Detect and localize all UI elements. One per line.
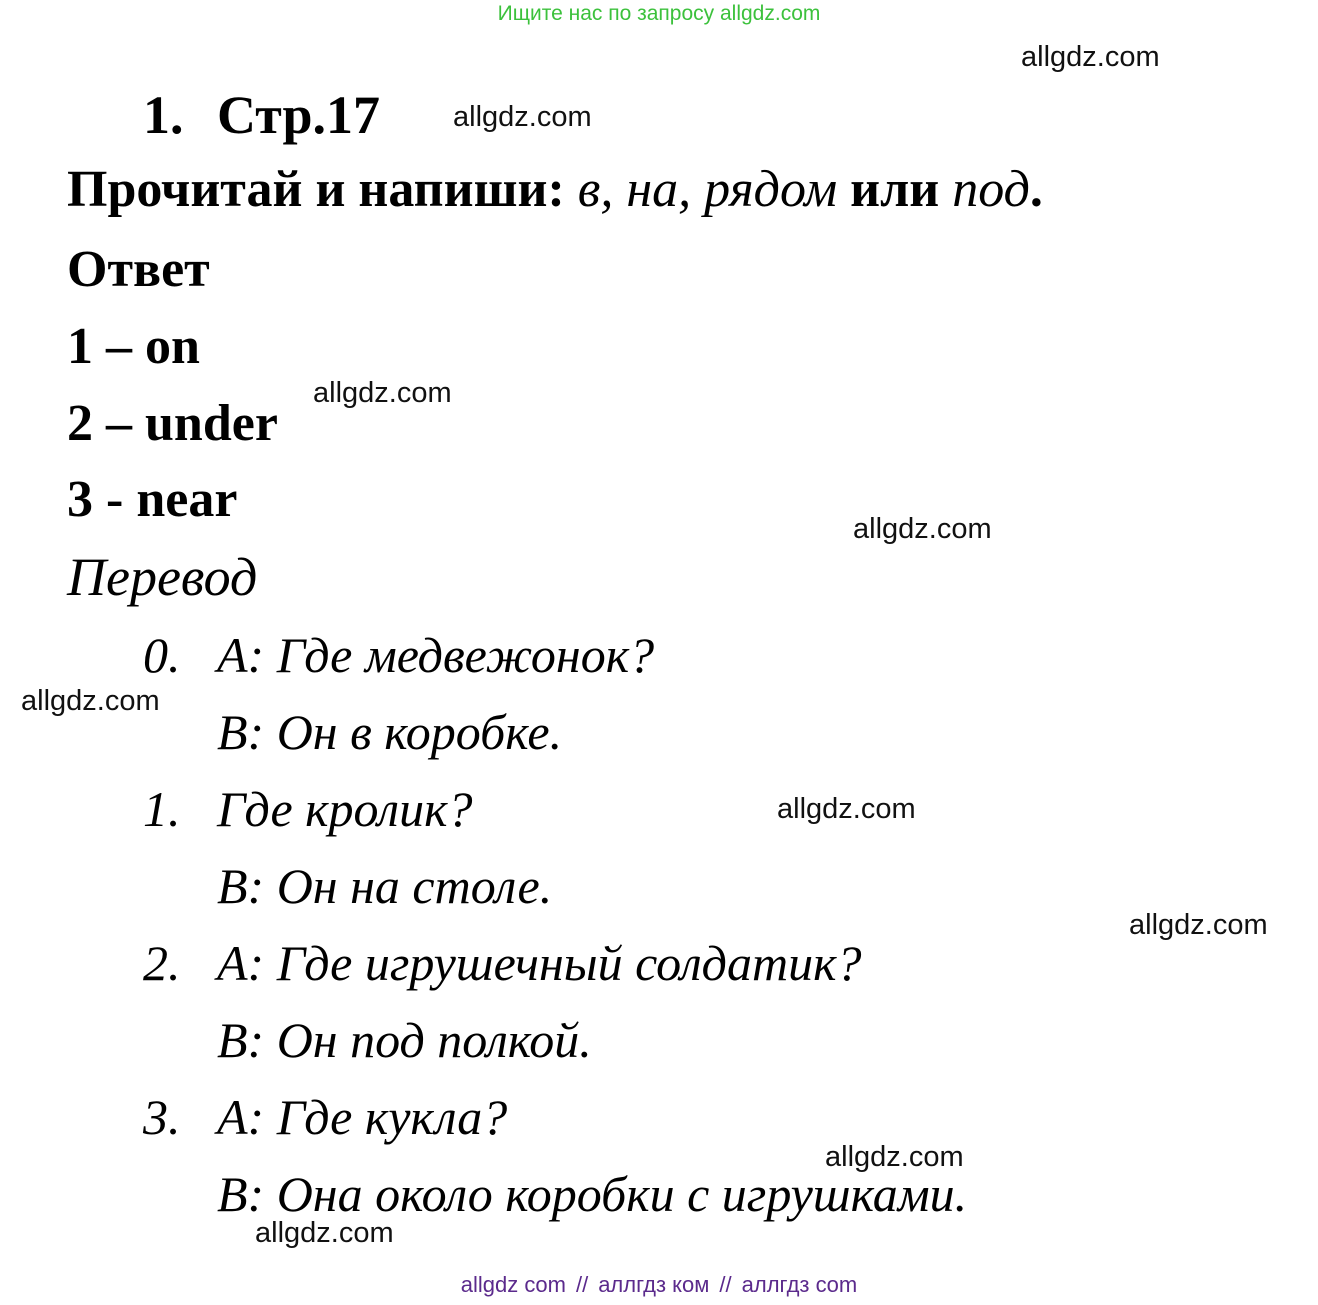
watermark: allgdz.com (453, 101, 592, 133)
footer-links (0, 1272, 1318, 1298)
translation-item-number: 0. (143, 627, 181, 683)
translation-question: A: Где медвежонок? (217, 627, 655, 683)
translation-answer: B: Он под полкой. (217, 1012, 592, 1068)
top-banner[interactable]: Ищите нас по запросу allgdz.com (497, 2, 821, 25)
watermark: allgdz.com (21, 685, 160, 717)
task-option: под (952, 161, 1030, 218)
task-conjunction: или (850, 161, 940, 218)
translation-answer: B: Он в коробке. (217, 704, 563, 760)
page-title: Стр.17 (217, 85, 381, 145)
translation-item-number: 2. (143, 935, 181, 991)
answer-item: 1 – on (67, 318, 200, 375)
footer-link[interactable]: allgdz com (460, 1272, 566, 1297)
task-instruction (67, 160, 1043, 219)
answer-heading: Ответ (67, 241, 210, 298)
answer-item: 3 - near (67, 471, 238, 528)
translation-question: A: Где кукла? (217, 1089, 508, 1145)
watermark: allgdz.com (853, 513, 992, 545)
translation-question: Где кролик? (217, 781, 473, 837)
translation-heading: Перевод (67, 547, 258, 607)
translation-answer: B: Она около коробки с игрушками. (217, 1166, 968, 1222)
task-lead: Прочитай и напиши: (67, 161, 565, 218)
watermark: allgdz.com (1021, 41, 1160, 73)
watermark: allgdz.com (255, 1217, 394, 1249)
task-option: рядом (704, 161, 838, 218)
footer-link[interactable]: аллгдз com (741, 1272, 858, 1297)
translation-question: A: Где игрушечный солдатик? (217, 935, 862, 991)
watermark: allgdz.com (825, 1141, 964, 1173)
exercise-number: 1. (143, 85, 184, 145)
answer-item: 2 – under (67, 395, 278, 452)
watermark: allgdz.com (777, 793, 916, 825)
translation-answer: B: Он на столе. (217, 858, 553, 914)
task-end: . (1029, 161, 1043, 218)
footer-separator: // (719, 1272, 732, 1297)
translation-item-number: 3. (143, 1089, 181, 1145)
task-option: на, (626, 161, 692, 218)
footer-separator: // (575, 1272, 589, 1297)
footer-link[interactable]: аллгдз ком (598, 1272, 710, 1297)
watermark: allgdz.com (1129, 909, 1268, 941)
watermark: allgdz.com (313, 377, 452, 409)
task-option: в, (577, 161, 614, 218)
translation-item-number: 1. (143, 781, 181, 837)
